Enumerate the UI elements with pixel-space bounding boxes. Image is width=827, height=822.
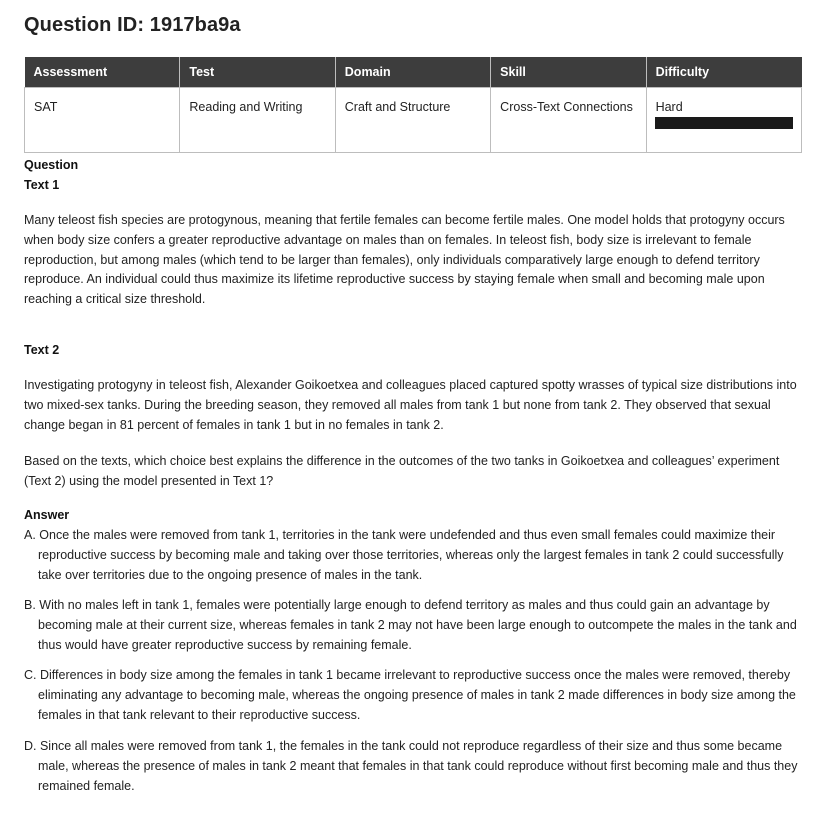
question-prompt: Based on the texts, which choice best explains the difference in the outcomes of the two tanks in Goikoetxea and colleagues’ experiment (Text 2) using the model presented in Text 1?	[24, 454, 780, 488]
header-assessment: Assessment	[25, 57, 180, 88]
cell-assessment: SAT	[25, 88, 180, 153]
header-domain: Domain	[335, 57, 490, 88]
difficulty-meter	[656, 118, 792, 128]
answer-choice-b: B. With no males left in tank 1, females were potentially large enough to defend territory as males and thus could gain an advantage by becoming male at their current size, whereas females in tank 2 may not have been large enough to outcompete the males in the tank and thus would have greater reproductive success by remaining female.	[24, 598, 797, 652]
metadata-table	[24, 57, 802, 153]
difficulty-label: Hard	[655, 100, 683, 114]
question-heading: Question	[24, 158, 79, 172]
text2-heading: Text 2	[24, 343, 60, 357]
difficulty-bar	[748, 118, 792, 128]
answer-choice-d: D. Since all males were removed from tank 1, the females in the tank could not reproduce regardless of their size and thus some became male, whereas the presence of males in tank 2 meant that females in that tank could reproduce without first becoming male and thus they remained female.	[24, 739, 798, 793]
header-difficulty: Difficulty	[646, 57, 801, 88]
metadata-value-row	[25, 88, 802, 153]
question-id-title: Question ID: 1917ba9a	[24, 14, 241, 36]
answer-choice-a: A. Once the males were removed from tank 1, territories in the tank were undefended and thus even small females could maximize their reproductive success by becoming male and taking over those territories, whereas only the largest females in tank 2 could successfully take over territories due to the ongoing presence of males in the tank.	[24, 528, 784, 582]
header-test: Test	[180, 57, 335, 88]
difficulty-bar	[702, 118, 746, 128]
cell-test: Reading and Writing	[180, 88, 335, 153]
cell-skill: Cross-Text Connections	[491, 88, 646, 153]
metadata-header-row	[25, 57, 802, 88]
cell-domain: Craft and Structure	[335, 88, 490, 153]
text1-heading: Text 1	[24, 178, 60, 192]
text2-passage: Investigating protogyny in teleost fish, Alexander Goikoetxea and colleagues placed captured spotty wrasses of typical size distributions into two mixed-sex tanks. During the breeding season, they removed all males from tank 1 but none from tank 2. They observed that sexual change began in 81 percent of females in tank 1 but in no females in tank 2.	[24, 378, 797, 432]
header-skill: Skill	[491, 57, 646, 88]
cell-difficulty	[646, 88, 801, 153]
text1-passage: Many teleost fish species are protogynous, meaning that fertile females can become fertile males. One model holds that protogyny occurs when body size confers a greater reproductive advantage on males than on females. In teleost fish, body size is irrelevant to female reproduction, but among males (which tend to be larger than females), only individuals comparatively large enough to defend territory reproduce. An individual could thus maximize its lifetime reproductive success by staying female when small and becoming male upon reaching a critical size threshold.	[24, 213, 785, 307]
answer-choice-c: C. Differences in body size among the females in tank 1 became irrelevant to reproductive success once the males were removed, thereby eliminating any advantage to becoming male, whereas the ongoing presence of males in tank 2 made differences in body size among the females in that tank relevant to their reproductive success.	[24, 668, 796, 722]
answer-heading: Answer	[24, 508, 70, 522]
difficulty-bar	[656, 118, 700, 128]
